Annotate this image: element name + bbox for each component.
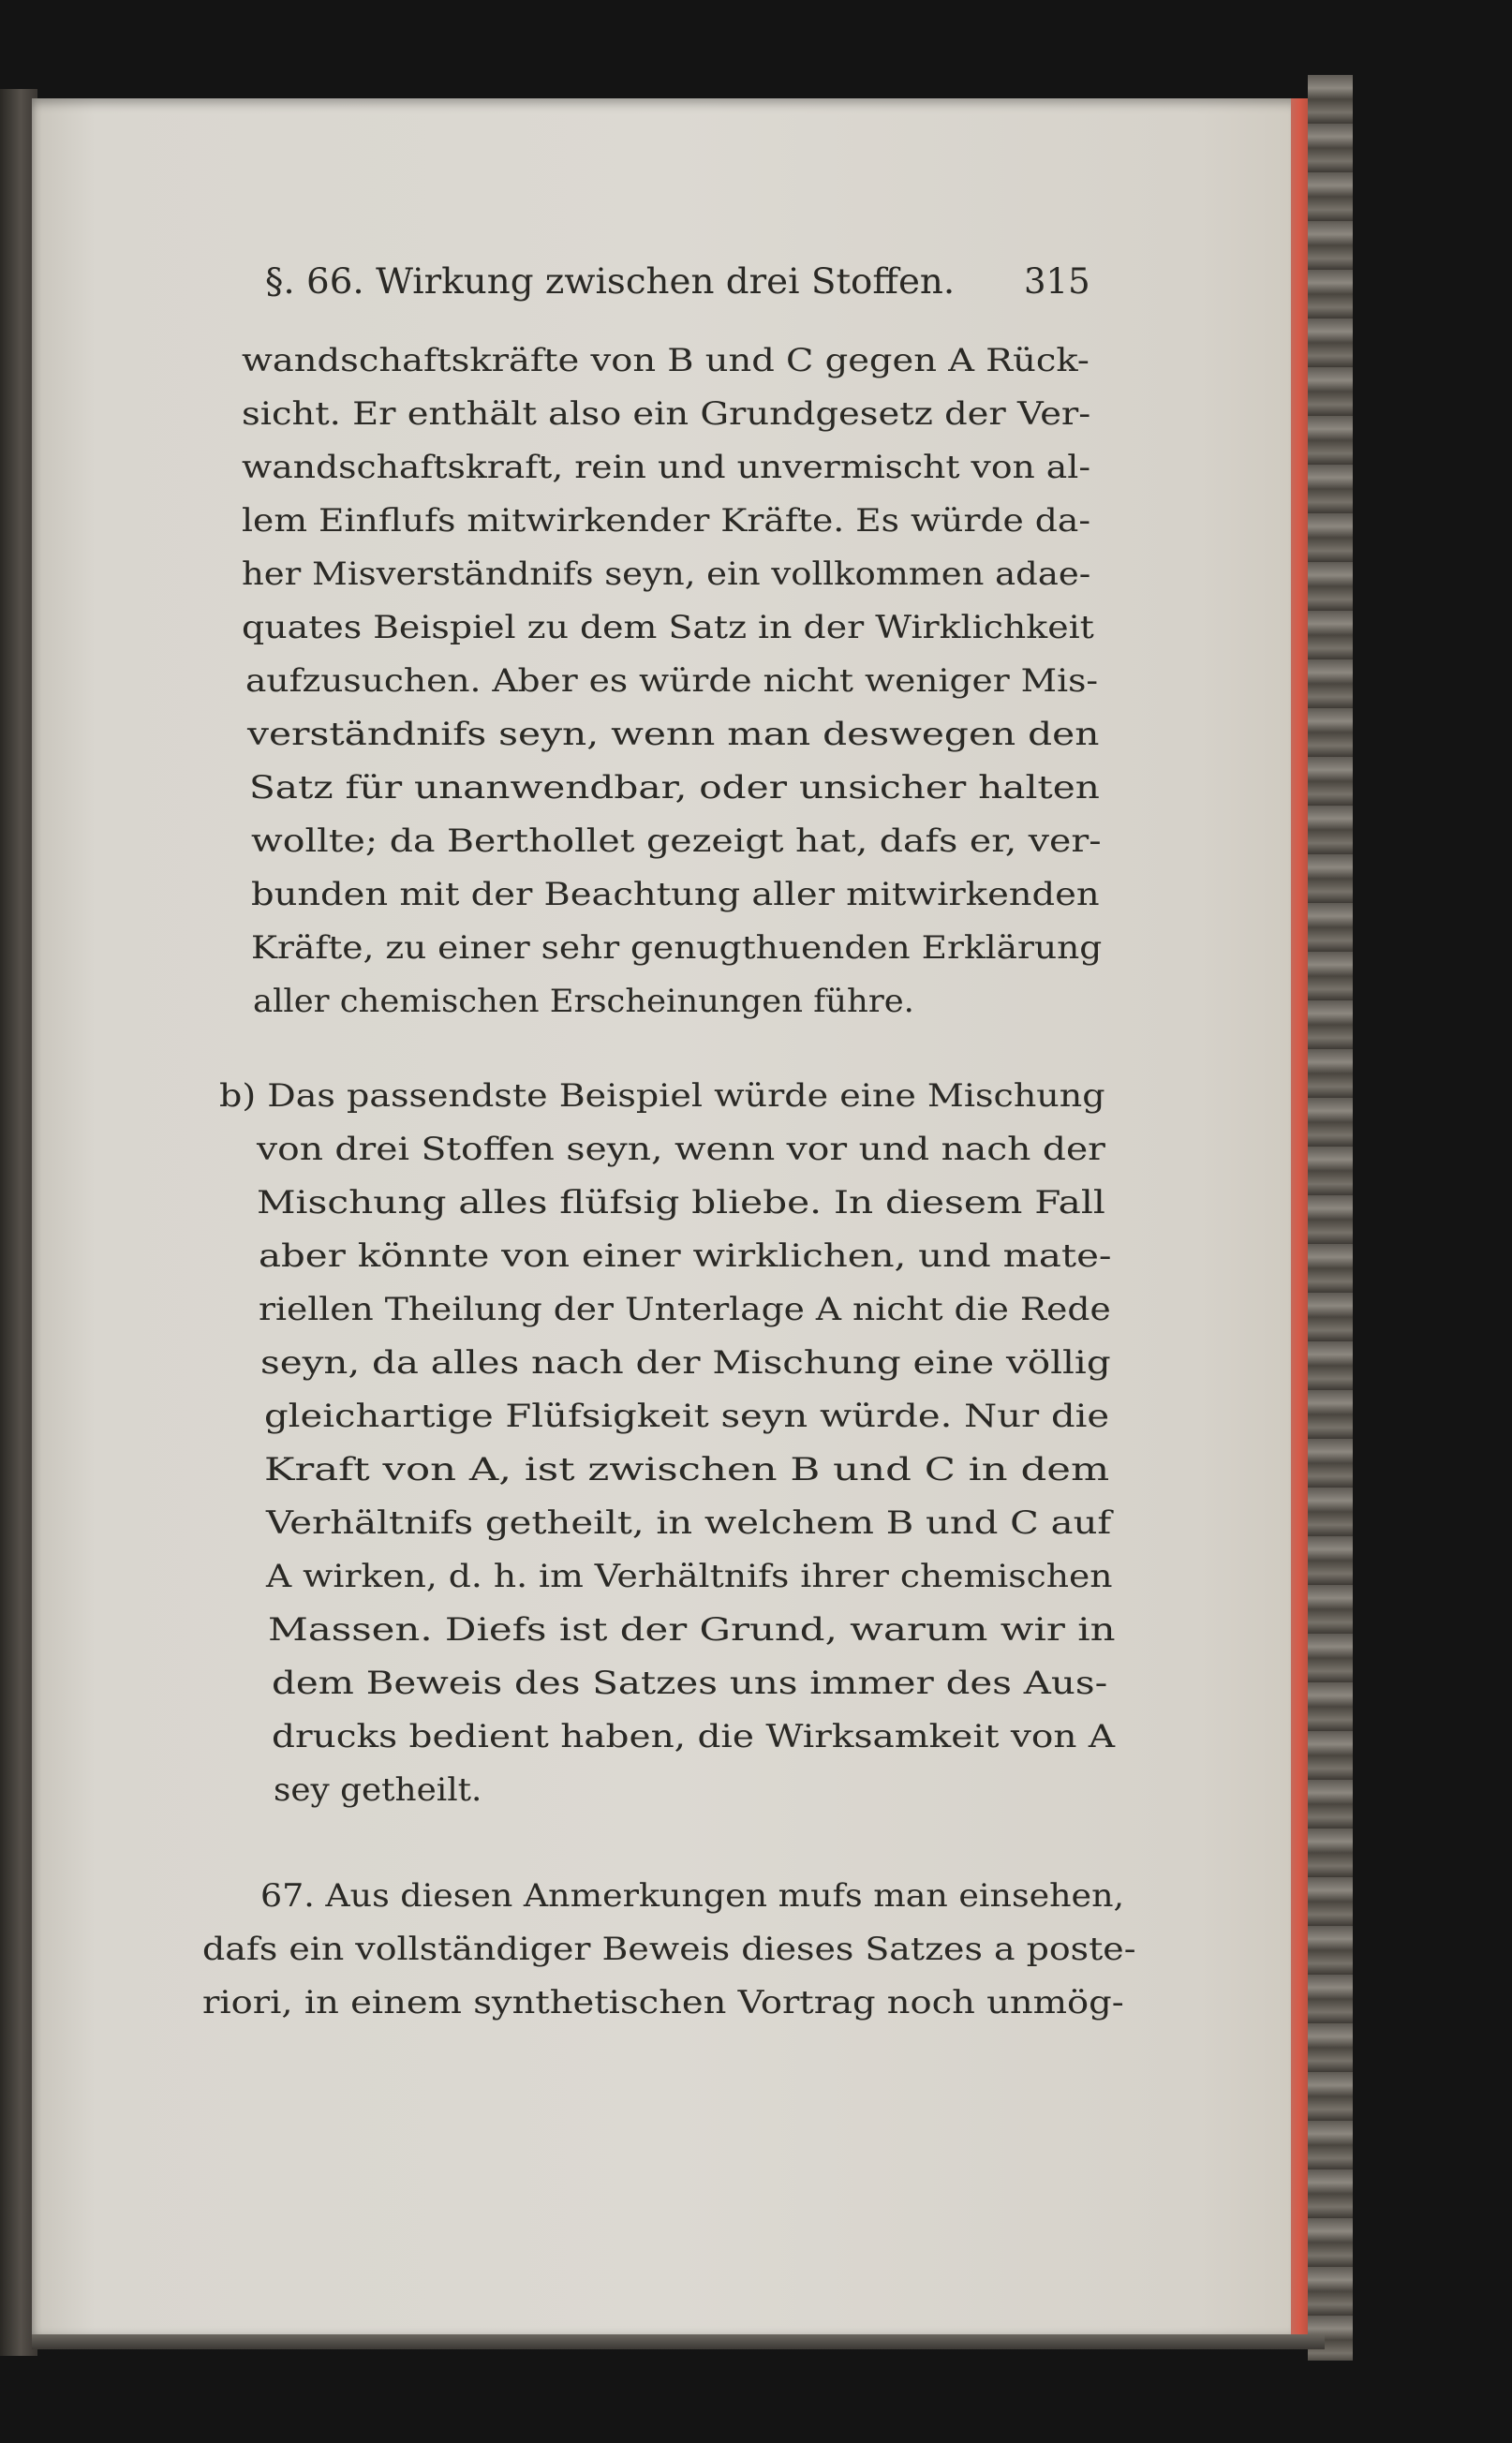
text-line: sicht. Er enthält also ein Grundgesetz der Ver- (242, 395, 1091, 433)
text-line: Massen. Diefs ist der Grund, warum wir in (268, 1611, 1116, 1649)
page-number: 315 (1024, 261, 1090, 302)
text-line: sey getheilt. (274, 1771, 482, 1809)
text-line: Verhältnifs getheilt, in welchem B und C auf (266, 1504, 1112, 1542)
text-line: her Misverständnifs seyn, ein vollkommen adae- (242, 555, 1091, 593)
text-line: wandschaftskraft, rein und unvermischt von al- (242, 449, 1091, 486)
text-line: Kraft von A, ist zwischen B und C in dem (264, 1451, 1110, 1488)
text-line: quates Beispiel zu dem Satz in der Wirklichkeit (242, 609, 1094, 646)
running-title: §. 66. Wirkung zwischen drei Stoffen. (265, 261, 956, 302)
red-page-edge (1291, 98, 1310, 2342)
text-line: lem Einflufs mitwirkender Kräfte. Es würde da- (242, 502, 1091, 540)
text-line: dafs ein vollständiger Beweis dieses Satzes a poste- (202, 1931, 1136, 1968)
text-line: verständnifs seyn, wenn man deswegen den (247, 716, 1100, 753)
text-line: von drei Stoffen seyn, wenn vor und nach der (257, 1131, 1105, 1168)
text-line: A wirken, d. h. im Verhältnifs ihrer chemischen (266, 1558, 1113, 1595)
text-line: drucks bedient haben, die Wirksamkeit von A (272, 1718, 1116, 1755)
text-line: wollte; da Berthollet gezeigt hat, dafs er, ver- (251, 822, 1102, 860)
text-line: Satz für unanwendbar, oder unsicher halten (249, 769, 1100, 807)
text-line: gleichartige Flüfsigkeit seyn würde. Nur die (264, 1398, 1110, 1435)
text-line: riellen Theilung der Unterlage A nicht die Rede (259, 1291, 1111, 1328)
text-line: Kräfte, zu einer sehr genugthuenden Erklärung (251, 929, 1103, 967)
text-line: aber könnte von einer wirklichen, und mate- (259, 1237, 1112, 1275)
page-bottom-edge (32, 2334, 1325, 2349)
text-line: aufzusuchen. Aber es würde nicht weniger Mis- (245, 662, 1099, 700)
text-line: wandschaftskräfte von B und C gegen A Rück- (242, 342, 1090, 379)
text-line: b) Das passendste Beispiel würde eine Mischung (219, 1077, 1105, 1115)
text-line: Mischung alles flüfsig bliebe. In diesem Fall (257, 1184, 1105, 1222)
book-cover-edge (1308, 75, 1353, 2361)
text-line: 67. Aus diesen Anmerkungen mufs man einsehen, (260, 1877, 1125, 1915)
text-line: dem Beweis des Satzes uns immer des Aus- (272, 1665, 1108, 1702)
text-line: seyn, da alles nach der Mischung eine völlig (260, 1344, 1111, 1382)
text-line: aller chemischen Erscheinungen führe. (253, 983, 914, 1020)
text-line: bunden mit der Beachtung aller mitwirkenden (251, 876, 1100, 913)
text-line: riori, in einem synthetischen Vortrag noch unmög- (202, 1984, 1124, 2021)
